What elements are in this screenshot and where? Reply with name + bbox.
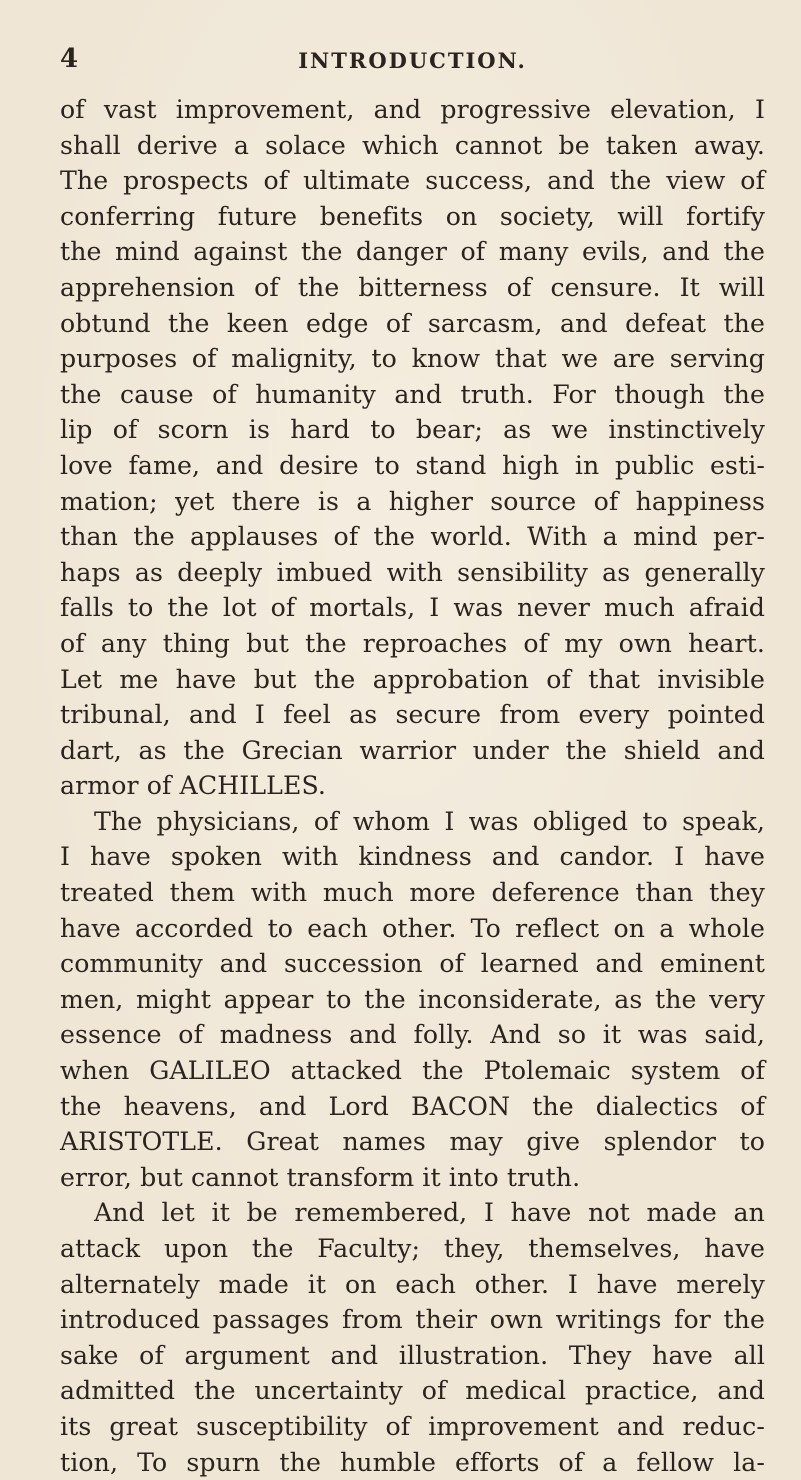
text-line: The prospects of ultimate success, and the view of xyxy=(60,166,765,196)
text-line: obtund the keen edge of sarcasm, and defeat the xyxy=(60,308,765,338)
text-line: error, but cannot transform it into truth. xyxy=(60,1162,581,1192)
text-line: lip of scorn is hard to bear; as we instinctively xyxy=(60,415,765,445)
text-line: Let me have but the approbation of that invisible xyxy=(60,664,765,694)
text-line: its great susceptibility of improvement and reduc- xyxy=(60,1411,765,1441)
text-line: treated them with much more deference than they xyxy=(60,878,765,908)
text-line: falls to the lot of mortals, I was never much afraid xyxy=(60,593,765,623)
text-line: haps as deeply imbued with sensibility as generally xyxy=(60,557,765,587)
text-line: And let it be remembered, I have not made an xyxy=(94,1198,765,1228)
text-line: shall derive a solace which cannot be taken away. xyxy=(60,130,765,160)
text-line: purposes of malignity, to know that we are serving xyxy=(60,344,765,374)
text-line: have accorded to each other. To reflect on a whole xyxy=(60,913,765,943)
text-line: dart, as the Grecian warrior under the shield and xyxy=(60,735,765,765)
text-line: ARISTOTLE. Great names may give splendor to xyxy=(60,1127,765,1157)
text-line: apprehension of the bitterness of censure. It will xyxy=(60,272,765,302)
text-line: of any thing but the reproaches of my own heart. xyxy=(60,628,765,658)
text-line: alternately made it on each other. I have merely xyxy=(60,1269,765,1299)
text-line: mation; yet there is a higher source of happiness xyxy=(60,486,765,516)
text-line: I have spoken with kindness and candor. I have xyxy=(60,842,765,872)
text-line: introduced passages from their own writings for the xyxy=(60,1305,765,1335)
text-line: of vast improvement, and progressive elevation, I xyxy=(60,95,765,124)
text-line: when GALILEO attacked the Ptolemaic system of xyxy=(60,1056,765,1086)
text-line: the mind against the danger of many evils, and the xyxy=(60,237,765,267)
text-line: attack upon the Faculty; they, themselves, have xyxy=(60,1234,765,1263)
text-line: sake of argument and illustration. They have all xyxy=(60,1340,765,1370)
text-line: men, might appear to the inconsiderate, as the very xyxy=(60,984,765,1014)
text-line: admitted the uncertainty of medical practice, and xyxy=(60,1376,765,1406)
body-text xyxy=(60,92,765,1480)
running-title: INTRODUCTION. xyxy=(298,48,527,73)
text-line: the cause of humanity and truth. For though the xyxy=(60,379,765,409)
page-number: 4 xyxy=(60,44,80,74)
text-line: armor of ACHILLES. xyxy=(60,771,327,801)
text-line: tribunal, and I feel as secure from every pointed xyxy=(60,700,765,730)
text-line: love fame, and desire to stand high in public esti- xyxy=(60,450,765,480)
text-line: than the applauses of the world. With a mind per- xyxy=(60,522,765,552)
text-line: conferring future benefits on society, will fortify xyxy=(60,201,765,231)
text-line: The physicians, of whom I was obliged to speak, xyxy=(94,806,765,836)
text-line: community and succession of learned and eminent xyxy=(60,949,765,979)
text-line: the heavens, and Lord BACON the dialectics of xyxy=(60,1091,765,1121)
text-line: tion, To spurn the humble efforts of a fellow la- xyxy=(60,1447,765,1477)
text-line: essence of madness and folly. And so it was said, xyxy=(60,1020,765,1050)
running-head xyxy=(60,44,765,74)
